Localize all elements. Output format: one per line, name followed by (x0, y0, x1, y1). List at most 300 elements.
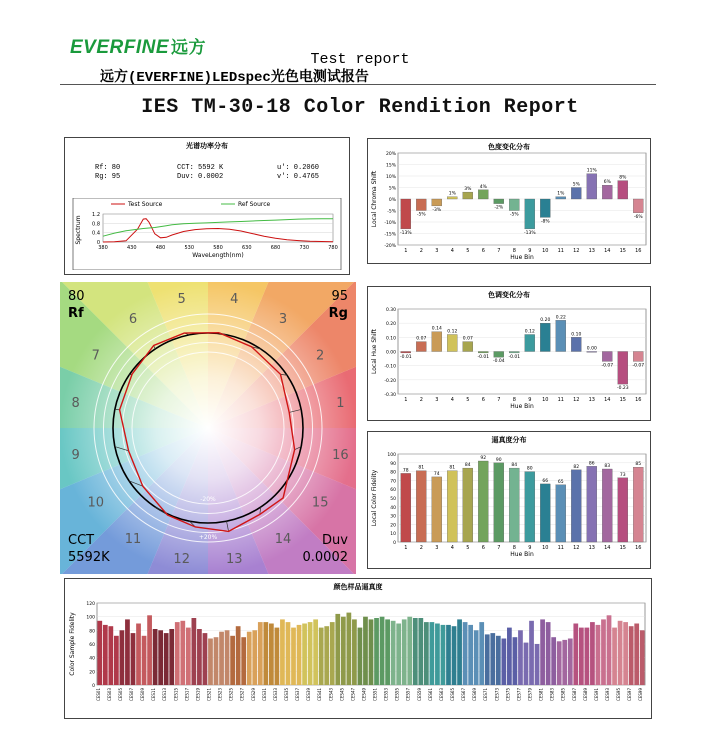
bar-value-label: -2% (494, 205, 504, 211)
xtick-label: 7 (497, 248, 501, 254)
bar-2 (416, 199, 426, 211)
bar-value-label: 86 (588, 461, 595, 467)
xtick-label: 1 (404, 397, 408, 403)
ces-bar-75 (507, 628, 512, 685)
bar-14 (602, 352, 612, 362)
xtick-label: 4 (450, 397, 454, 403)
bar-12 (571, 188, 581, 200)
xtick-label: 8 (512, 397, 516, 403)
spectrum-xlabel: WaveLength(nm) (192, 252, 244, 259)
ces-bar-24 (225, 630, 230, 685)
bar-value-label: -5% (509, 212, 519, 218)
ces-bar-10 (147, 615, 152, 685)
ces-bar-28 (247, 632, 252, 685)
hue-shift-panel (367, 286, 651, 421)
ces-bar-90 (590, 622, 595, 685)
ces-xtick: CES77 (516, 688, 522, 701)
bin-number-3: 3 (278, 312, 288, 327)
bar-value-label: -13% (523, 230, 536, 236)
spectrum-panel-title: 光谱功率分布 (186, 142, 228, 150)
ytick-label: 20 (390, 523, 396, 529)
xtick-label: 12 (573, 545, 580, 551)
ces-bar-46 (346, 613, 351, 685)
xtick-label: 6 (481, 248, 485, 254)
spectrum-xtick: 380 (98, 245, 108, 251)
ces-xtick: CES35 (284, 688, 289, 701)
ces-xtick: CES73 (494, 688, 500, 701)
ces-bar-96 (623, 622, 628, 685)
ring-label-inner: -20% (200, 496, 216, 503)
ces-xtick: CES79 (527, 688, 533, 701)
ces-xtick: CES01 (95, 688, 101, 701)
xtick-label: 9 (528, 397, 532, 403)
ces-bar-25 (230, 636, 235, 685)
cvg-center-glow (60, 282, 356, 574)
chroma-chart (368, 139, 650, 263)
ces-xtick: CES09 (140, 688, 146, 701)
bar-value-label: -0.07 (632, 363, 645, 369)
bar-value-label: 0.12 (447, 329, 458, 335)
ces-xtick: CES27 (239, 688, 245, 701)
ces-bar-45 (341, 617, 346, 685)
spectrum-xtick: 730 (299, 245, 310, 251)
bar-value-label: 6% (603, 180, 611, 186)
ytick-label: -15% (384, 232, 396, 238)
ces-xtick: CES67 (461, 688, 467, 701)
bar-12 (571, 470, 581, 542)
bar-value-label: -0.07 (601, 363, 614, 369)
xtick-label: 6 (481, 545, 485, 551)
ces-bar-26 (236, 626, 241, 685)
spectrum-xtick: 630 (241, 245, 252, 251)
bin-number-6: 6 (128, 312, 138, 327)
bar-value-label: 0.22 (555, 315, 566, 321)
cct-value: 5592K (68, 550, 110, 565)
ces-bar-89 (585, 628, 590, 685)
fidelity-panel (367, 431, 651, 569)
logo-cn: 远方 (171, 38, 207, 57)
ces-xtick: CES49 (361, 688, 367, 701)
spectrum-ytick: 0.4 (92, 230, 100, 237)
ces-xtick: CES15 (173, 688, 179, 701)
ces-xtick: CES61 (427, 688, 433, 701)
ces-bar-98 (634, 624, 639, 686)
bar-value-label: 82 (573, 464, 580, 470)
sample-panel-title: 颜色样品逼真度 (333, 583, 383, 591)
ces-bar-70 (479, 622, 484, 685)
ces-bar-48 (358, 628, 363, 685)
bin-number-1: 1 (336, 396, 345, 412)
ces-xtick: CES83 (549, 688, 555, 701)
ces-bar-86 (568, 639, 573, 686)
ces-bar-2 (103, 625, 108, 685)
ces-bar-36 (291, 628, 296, 685)
ces-bar-5 (120, 630, 125, 685)
ces-bar-30 (258, 622, 263, 685)
bar-16 (633, 199, 643, 213)
ytick-label: -0.20 (384, 378, 396, 384)
yaxis-label: Local Color Fidelity (371, 469, 378, 527)
ces-xtick: CES65 (450, 688, 455, 701)
bin-number-10: 10 (87, 495, 105, 511)
ces-bar-18 (192, 618, 197, 685)
xtick-label: 12 (573, 248, 580, 254)
xtick-label: 5 (466, 397, 470, 403)
ces-bar-21 (208, 639, 213, 686)
bar-value-label: 65 (557, 479, 564, 485)
ytick-label: -5% (387, 209, 396, 215)
ces-xtick: CES03 (106, 688, 112, 701)
bar-9 (525, 472, 535, 542)
bin-number-8: 8 (71, 396, 80, 412)
ces-ytick: 40 (89, 656, 95, 662)
bin-number-12: 12 (173, 551, 190, 567)
bar-5 (463, 192, 473, 199)
ces-bar-57 (407, 617, 412, 685)
bar-value-label: -0.01 (399, 354, 412, 360)
ytick-label: 0.20 (385, 322, 396, 328)
bar-14 (602, 469, 612, 542)
sample-fidelity-chart (65, 579, 651, 718)
ces-bar-62 (435, 624, 440, 686)
bar-value-label: 0.10 (571, 332, 582, 338)
ces-bar-12 (158, 630, 163, 685)
bar-12 (571, 337, 581, 351)
bar-4 (447, 335, 457, 352)
ces-bar-95 (618, 621, 623, 685)
bar-value-label: 0.07 (462, 336, 473, 342)
bar-9 (525, 335, 535, 352)
ces-bar-65 (452, 626, 457, 685)
spectrum-xtick: 680 (270, 245, 281, 251)
ces-bar-27 (241, 637, 246, 685)
xtick-label: 9 (528, 545, 532, 551)
bar-7 (494, 352, 504, 358)
ces-ytick: 80 (89, 629, 95, 635)
ces-bar-13 (164, 633, 169, 685)
bar-15 (618, 181, 628, 199)
xaxis-label: Hue Bin (510, 551, 534, 558)
ces-xtick: CES91 (593, 688, 599, 701)
ces-bar-35 (286, 622, 291, 685)
xtick-label: 4 (450, 248, 454, 254)
ces-bar-44 (335, 614, 340, 685)
ces-xtick: CES99 (638, 688, 644, 701)
ces-xtick: CES45 (339, 688, 345, 701)
rf-label: Rf (68, 306, 84, 321)
ces-bar-23 (219, 632, 224, 685)
ces-xtick: CES51 (372, 688, 378, 701)
xtick-label: 13 (588, 545, 595, 551)
ces-bar-76 (513, 637, 518, 685)
bar-value-label: 74 (433, 471, 440, 477)
ces-xtick: CES05 (117, 688, 123, 701)
bar-7 (494, 199, 504, 204)
bar-5 (463, 342, 473, 352)
ces-xtick: CES41 (317, 688, 323, 701)
bar-value-label: -0.23 (616, 386, 629, 392)
ces-bar-40 (313, 619, 318, 685)
xtick-label: 1 (404, 545, 408, 551)
legend-ref-label: Ref Source (238, 201, 271, 208)
ces-xtick: CES47 (350, 688, 356, 701)
xtick-label: 2 (419, 545, 423, 551)
spectrum-xtick: 480 (155, 245, 166, 251)
ces-xtick: CES97 (627, 688, 633, 701)
bar-4 (447, 471, 457, 542)
xtick-label: 4 (450, 545, 454, 551)
ces-bar-58 (413, 618, 418, 685)
bar-7 (494, 463, 504, 542)
spectrum-panel (64, 137, 350, 275)
ces-bar-66 (457, 619, 462, 685)
ytick-label: -0.10 (384, 364, 396, 370)
ces-bar-49 (363, 617, 368, 685)
bar-value-label: 0.07 (416, 336, 427, 342)
xtick-label: 6 (481, 397, 485, 403)
rf-info: Rf: 80 (95, 164, 121, 172)
ces-bar-79 (529, 621, 534, 685)
ces-bar-87 (573, 624, 578, 686)
ces-xtick: CES93 (605, 688, 610, 701)
ces-bar-8 (136, 624, 141, 686)
xaxis-label: Hue Bin (510, 403, 534, 410)
bar-value-label: 4% (479, 184, 487, 190)
xtick-label: 3 (435, 545, 439, 551)
bar-15 (618, 478, 628, 542)
bar-value-label: 66 (542, 478, 549, 484)
ytick-label: 0 (393, 541, 396, 546)
ces-bar-59 (418, 618, 423, 685)
bar-6 (478, 190, 488, 199)
bar-5 (463, 468, 473, 542)
xtick-label: 5 (466, 248, 470, 254)
ces-xtick: CES17 (184, 688, 190, 701)
ces-bar-47 (352, 619, 357, 685)
bar-1 (401, 352, 411, 353)
duv-value: 0.0002 (302, 550, 348, 565)
ces-bar-1 (97, 621, 102, 685)
bar-2 (416, 342, 426, 352)
ytick-label: 100 (387, 453, 396, 458)
duv-label: Duv (322, 533, 348, 548)
bin-number-2: 2 (316, 348, 325, 364)
cct-label: CCT (68, 533, 95, 548)
bar-11 (556, 320, 566, 351)
ces-ytick: 0 (92, 684, 95, 689)
ces-bar-50 (369, 619, 374, 685)
ces-bar-15 (175, 622, 180, 685)
ces-bar-7 (131, 633, 136, 685)
ytick-label: 10% (385, 175, 396, 180)
ytick-label: -0.30 (384, 393, 396, 398)
ytick-label: -10% (384, 221, 396, 226)
header-divider (60, 84, 656, 85)
ytick-label: 15% (385, 163, 396, 169)
ces-bar-9 (142, 636, 147, 685)
ces-bar-91 (596, 625, 601, 685)
ces-xtick: CES37 (295, 688, 300, 701)
bar-value-label: -0.04 (492, 359, 505, 365)
bar-value-label: 8% (619, 175, 627, 181)
ces-ytick: 120 (86, 602, 95, 607)
bar-6 (478, 352, 488, 353)
ces-bar-4 (114, 636, 119, 685)
bar-11 (556, 197, 566, 199)
xtick-label: 13 (588, 248, 595, 254)
ces-xtick: CES59 (416, 688, 422, 701)
yaxis-label: Local Hue Shift (371, 328, 378, 375)
xtick-label: 11 (557, 248, 564, 254)
ces-xtick: CES69 (472, 688, 478, 701)
ces-bar-84 (557, 641, 562, 685)
ces-bar-81 (540, 619, 545, 685)
ces-bar-93 (607, 615, 612, 685)
ces-ytick: 60 (89, 643, 95, 648)
sample-fidelity-panel (64, 578, 652, 719)
spectrum-ytick: 0 (96, 240, 100, 246)
ces-bar-80 (535, 644, 540, 685)
ces-ylabel: Color Sample Fidelity (69, 612, 76, 676)
bar-3 (432, 199, 442, 206)
bar-4 (447, 197, 457, 199)
ces-xtick: CES11 (151, 688, 157, 701)
xtick-label: 2 (419, 397, 423, 403)
ces-xtick: CES85 (560, 688, 566, 701)
bar-value-label: 0.14 (431, 326, 442, 332)
ytick-label: 80 (390, 470, 396, 476)
ytick-label: 0.30 (385, 308, 396, 313)
ces-bar-83 (551, 637, 556, 685)
bar-value-label: -13% (399, 230, 412, 236)
xtick-label: 10 (542, 397, 549, 403)
ces-xtick: CES39 (306, 688, 312, 701)
ces-xtick: CES55 (394, 688, 400, 701)
bar-13 (587, 466, 597, 542)
ces-bar-74 (501, 639, 506, 686)
ces-bar-6 (125, 619, 130, 685)
ces-bar-82 (546, 622, 551, 685)
duv-info: Duv: 0.0002 (177, 173, 224, 181)
bin-number-7: 7 (91, 348, 100, 364)
bar-3 (432, 332, 442, 352)
bin-number-16: 16 (332, 447, 349, 463)
ces-bar-31 (263, 622, 268, 685)
bar-value-label: 1% (448, 191, 456, 197)
ces-bar-16 (180, 621, 185, 685)
ces-xtick: CES75 (505, 688, 511, 701)
ytick-label: 90 (390, 461, 396, 467)
chroma-shift-panel (367, 138, 651, 264)
ces-bar-71 (485, 634, 490, 685)
ces-bar-63 (441, 625, 446, 685)
cvg-svg (60, 282, 356, 574)
bar-1 (401, 199, 411, 229)
ces-xtick: CES95 (616, 688, 622, 701)
xtick-label: 7 (497, 397, 501, 403)
bin-number-9: 9 (71, 447, 80, 463)
bar-value-label: 81 (418, 465, 425, 471)
xtick-label: 8 (512, 248, 516, 254)
bin-number-5: 5 (177, 292, 186, 308)
ces-bar-53 (385, 619, 390, 685)
bar-16 (633, 352, 643, 362)
xtick-label: 8 (512, 545, 516, 551)
ytick-label: 60 (390, 488, 396, 494)
ces-xtick: CES43 (328, 688, 334, 701)
ces-bar-69 (474, 630, 479, 685)
xtick-label: 14 (604, 248, 611, 254)
ces-bar-92 (601, 619, 606, 685)
ces-bar-61 (430, 622, 435, 685)
ces-xtick: CES13 (162, 688, 168, 701)
bar-1 (401, 473, 411, 542)
bar-value-label: 85 (635, 462, 642, 468)
ces-bar-41 (319, 628, 324, 685)
ces-bar-67 (463, 622, 468, 685)
bar-value-label: 84 (511, 463, 518, 469)
bar-value-label: 92 (480, 456, 487, 461)
bar-value-label: 11% (586, 168, 597, 174)
ces-bar-99 (640, 630, 645, 685)
spectrum-xtick: 430 (126, 245, 137, 251)
spectrum-xtick: 780 (328, 245, 338, 251)
ces-bar-37 (297, 625, 302, 685)
xtick-label: 7 (497, 545, 501, 551)
xtick-label: 14 (604, 397, 611, 403)
ces-bar-68 (468, 625, 473, 685)
bar-13 (587, 174, 597, 199)
bar-15 (618, 352, 628, 385)
bar-value-label: 5% (572, 182, 580, 188)
ces-bar-43 (330, 622, 335, 685)
ces-bar-77 (518, 630, 523, 685)
ces-xtick: CES53 (383, 688, 389, 701)
xtick-label: 16 (635, 545, 642, 551)
bin-number-15: 15 (311, 495, 329, 511)
bar-value-label: 1% (557, 191, 565, 197)
xtick-label: 3 (435, 397, 439, 403)
spectrum-ylabel: Spectrum (75, 215, 82, 245)
xtick-label: 11 (557, 545, 564, 551)
spectrum-xtick: 580 (213, 245, 223, 251)
ces-bar-72 (490, 633, 495, 685)
rg-label: Rg (328, 306, 348, 321)
ces-xtick: CES63 (439, 688, 444, 701)
bar-value-label: -5% (416, 212, 426, 218)
rg-info: Rg: 95 (95, 173, 121, 181)
ces-bar-94 (612, 628, 617, 685)
bar-value-label: 3% (464, 187, 472, 193)
hue-chart (368, 287, 650, 420)
xtick-label: 10 (542, 545, 549, 551)
ces-bar-17 (186, 628, 191, 685)
ces-bar-22 (214, 637, 219, 685)
xaxis-label: Hue Bin (510, 254, 534, 261)
bar-value-label: -0.01 (477, 354, 490, 360)
bar-value-label: 0.00 (586, 346, 597, 352)
bar-value-label: 73 (619, 472, 626, 478)
bar-16 (633, 467, 643, 542)
xtick-label: 2 (419, 248, 423, 254)
xtick-label: 1 (404, 248, 408, 254)
bar-3 (432, 477, 442, 542)
xtick-label: 14 (604, 545, 611, 551)
ces-bar-20 (203, 633, 208, 685)
bar-13 (587, 352, 597, 353)
u-prime-info: u': 0.2060 (277, 164, 320, 172)
fidelity-chart (368, 432, 650, 568)
